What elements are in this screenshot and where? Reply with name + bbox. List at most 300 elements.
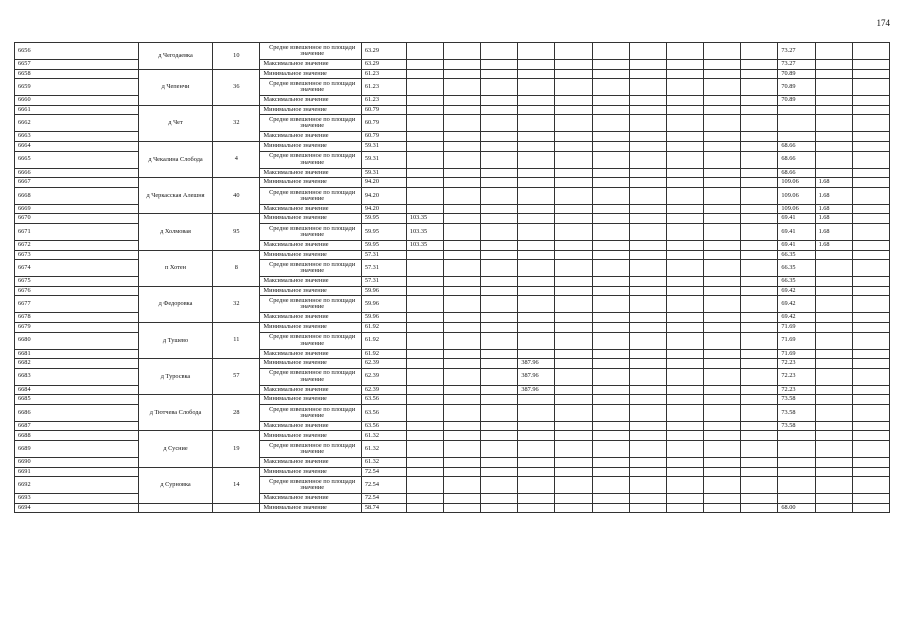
value-cell: 387.96 <box>518 368 555 385</box>
value-cell <box>444 404 481 421</box>
value-cell <box>666 395 703 405</box>
value-cell: 72.23 <box>778 368 815 385</box>
row-id: 6662 <box>15 115 139 132</box>
value-cell <box>444 431 481 441</box>
value-cell <box>852 115 889 132</box>
value-cell <box>741 105 778 115</box>
value-cell <box>592 115 629 132</box>
value-cell <box>406 385 443 395</box>
value-cell <box>592 458 629 468</box>
value-cell <box>741 214 778 224</box>
value-cell: 109.06 <box>778 187 815 204</box>
value-cell <box>666 368 703 385</box>
value-cell <box>555 214 592 224</box>
value-cell <box>666 359 703 369</box>
value-cell <box>444 359 481 369</box>
value-cell <box>629 395 666 405</box>
value-cell <box>592 494 629 504</box>
value-cell <box>704 286 741 296</box>
value-cell <box>444 467 481 477</box>
value-cell <box>518 441 555 458</box>
row-id: 6658 <box>15 69 139 79</box>
value-cell <box>704 168 741 178</box>
value-type-label: Минимальное значение <box>260 105 361 115</box>
value-cell <box>741 277 778 287</box>
value-type-label: Минимальное значение <box>260 431 361 441</box>
value-cell <box>778 477 815 494</box>
value-cell <box>741 178 778 188</box>
table-row <box>15 105 890 115</box>
value-cell: 94.20 <box>361 204 406 214</box>
value-cell <box>555 132 592 142</box>
row-id: 6670 <box>15 214 139 224</box>
value-type-label: Минимальное значение <box>260 322 361 332</box>
value-cell <box>555 79 592 96</box>
value-cell <box>406 477 443 494</box>
value-cell: 73.27 <box>778 60 815 70</box>
value-cell <box>815 395 852 405</box>
value-cell <box>778 458 815 468</box>
value-cell <box>741 69 778 79</box>
value-cell <box>406 322 443 332</box>
value-cell: 62.39 <box>361 368 406 385</box>
value-cell <box>778 105 815 115</box>
value-type-label: Средне взвешенное по площади значение <box>260 115 361 132</box>
value-cell <box>555 296 592 313</box>
value-cell <box>629 431 666 441</box>
value-cell <box>629 43 666 60</box>
value-cell <box>666 187 703 204</box>
value-cell <box>406 141 443 151</box>
value-cell <box>444 69 481 79</box>
value-cell <box>406 467 443 477</box>
value-cell <box>481 69 518 79</box>
value-cell <box>555 494 592 504</box>
table-row <box>15 286 890 296</box>
value-cell <box>815 115 852 132</box>
value-cell <box>704 296 741 313</box>
row-id: 6680 <box>15 332 139 349</box>
value-cell: 61.23 <box>361 69 406 79</box>
value-cell <box>741 96 778 106</box>
value-cell <box>704 240 741 250</box>
table-row <box>15 395 890 405</box>
row-id: 6665 <box>15 151 139 168</box>
value-cell: 73.58 <box>778 404 815 421</box>
value-cell <box>741 250 778 260</box>
value-type-label: Максимальное значение <box>260 277 361 287</box>
value-cell <box>592 43 629 60</box>
value-cell <box>444 240 481 250</box>
value-cell <box>852 187 889 204</box>
value-cell <box>815 151 852 168</box>
value-cell <box>481 421 518 431</box>
value-cell <box>592 421 629 431</box>
value-cell <box>852 69 889 79</box>
value-cell: 109.06 <box>778 178 815 188</box>
value-cell <box>518 458 555 468</box>
row-id: 6684 <box>15 385 139 395</box>
value-cell <box>555 260 592 277</box>
value-cell <box>704 332 741 349</box>
settlement-name: д Сурновка <box>138 467 212 503</box>
value-cell <box>406 69 443 79</box>
value-cell: 70.89 <box>778 79 815 96</box>
value-cell <box>592 79 629 96</box>
value-cell <box>741 313 778 323</box>
value-cell <box>852 214 889 224</box>
value-cell <box>704 322 741 332</box>
value-cell <box>592 260 629 277</box>
value-cell <box>629 368 666 385</box>
value-cell <box>666 115 703 132</box>
value-cell: 63.29 <box>361 60 406 70</box>
value-cell <box>592 286 629 296</box>
value-cell <box>666 132 703 142</box>
value-cell <box>704 441 741 458</box>
value-cell <box>629 96 666 106</box>
value-cell <box>666 96 703 106</box>
value-cell <box>444 349 481 359</box>
value-cell <box>592 368 629 385</box>
value-cell <box>815 43 852 60</box>
value-cell: 57.31 <box>361 277 406 287</box>
value-cell <box>592 60 629 70</box>
value-cell <box>406 286 443 296</box>
value-cell <box>815 431 852 441</box>
population: 32 <box>213 105 260 141</box>
value-cell <box>444 458 481 468</box>
value-type-label: Средне взвешенное по площади значение <box>260 368 361 385</box>
value-cell <box>481 368 518 385</box>
value-cell: 103.35 <box>406 240 443 250</box>
value-cell <box>481 349 518 359</box>
value-cell <box>704 223 741 240</box>
value-cell <box>592 132 629 142</box>
value-cell <box>815 385 852 395</box>
value-cell <box>666 385 703 395</box>
value-cell <box>704 503 741 513</box>
value-cell <box>518 503 555 513</box>
value-cell <box>629 359 666 369</box>
value-cell <box>629 79 666 96</box>
value-cell: 73.58 <box>778 421 815 431</box>
value-cell <box>778 441 815 458</box>
value-cell <box>741 260 778 277</box>
value-cell <box>406 60 443 70</box>
value-cell <box>518 214 555 224</box>
value-cell <box>555 178 592 188</box>
value-cell <box>741 43 778 60</box>
value-cell <box>481 141 518 151</box>
value-cell <box>852 458 889 468</box>
row-id: 6676 <box>15 286 139 296</box>
value-cell <box>852 503 889 513</box>
value-cell: 1.68 <box>815 223 852 240</box>
value-cell <box>852 79 889 96</box>
value-cell <box>592 187 629 204</box>
value-cell: 1.68 <box>815 187 852 204</box>
value-cell <box>592 250 629 260</box>
value-cell <box>666 494 703 504</box>
value-cell <box>444 385 481 395</box>
value-cell: 61.92 <box>361 322 406 332</box>
value-cell <box>741 431 778 441</box>
value-cell <box>444 223 481 240</box>
value-cell <box>852 494 889 504</box>
value-cell <box>666 168 703 178</box>
value-cell <box>518 223 555 240</box>
value-cell <box>518 69 555 79</box>
value-cell: 69.42 <box>778 313 815 323</box>
value-cell <box>741 296 778 313</box>
value-cell <box>704 494 741 504</box>
value-cell <box>704 467 741 477</box>
row-id: 6693 <box>15 494 139 504</box>
value-type-label: Максимальное значение <box>260 494 361 504</box>
value-cell <box>555 277 592 287</box>
value-cell <box>852 105 889 115</box>
value-cell <box>406 178 443 188</box>
value-cell <box>629 503 666 513</box>
value-cell <box>555 368 592 385</box>
value-cell <box>778 494 815 504</box>
value-cell: 68.66 <box>778 151 815 168</box>
value-cell <box>518 141 555 151</box>
value-cell <box>815 260 852 277</box>
value-cell <box>518 431 555 441</box>
value-cell <box>444 260 481 277</box>
value-cell <box>666 151 703 168</box>
settlement-name <box>138 503 212 513</box>
value-cell <box>518 43 555 60</box>
value-cell <box>852 60 889 70</box>
value-cell <box>444 395 481 405</box>
value-cell: 59.31 <box>361 141 406 151</box>
value-cell <box>704 178 741 188</box>
value-cell <box>629 240 666 250</box>
value-cell <box>444 277 481 287</box>
value-cell <box>555 96 592 106</box>
table-row <box>15 322 890 332</box>
table-row <box>15 250 890 260</box>
value-cell <box>481 441 518 458</box>
value-cell: 72.54 <box>361 494 406 504</box>
population: 28 <box>213 395 260 431</box>
row-id: 6673 <box>15 250 139 260</box>
value-cell <box>704 187 741 204</box>
value-cell: 63.29 <box>361 43 406 60</box>
population <box>213 503 260 513</box>
row-id: 6686 <box>15 404 139 421</box>
value-cell <box>406 395 443 405</box>
value-cell <box>406 151 443 168</box>
value-cell <box>629 250 666 260</box>
value-cell <box>555 60 592 70</box>
value-cell: 69.42 <box>778 286 815 296</box>
value-cell <box>406 115 443 132</box>
value-cell <box>555 441 592 458</box>
value-cell <box>629 105 666 115</box>
value-cell <box>741 286 778 296</box>
value-cell <box>815 132 852 142</box>
row-id: 6664 <box>15 141 139 151</box>
settlement-name: д Сусние <box>138 431 212 467</box>
value-cell <box>666 260 703 277</box>
value-cell <box>629 404 666 421</box>
value-cell <box>444 132 481 142</box>
value-cell <box>518 395 555 405</box>
value-cell <box>444 79 481 96</box>
value-type-label: Максимальное значение <box>260 240 361 250</box>
value-cell <box>741 115 778 132</box>
row-id: 6690 <box>15 458 139 468</box>
value-cell <box>666 332 703 349</box>
value-cell <box>406 404 443 421</box>
value-cell <box>666 404 703 421</box>
value-cell <box>406 441 443 458</box>
value-cell <box>815 421 852 431</box>
population: 95 <box>213 214 260 250</box>
value-cell <box>592 477 629 494</box>
value-cell <box>481 187 518 204</box>
value-cell <box>741 141 778 151</box>
value-cell <box>555 349 592 359</box>
value-cell <box>815 404 852 421</box>
value-cell <box>629 296 666 313</box>
value-cell <box>481 223 518 240</box>
value-cell: 68.00 <box>778 503 815 513</box>
value-cell <box>444 96 481 106</box>
value-cell <box>852 404 889 421</box>
population: 14 <box>213 467 260 503</box>
value-cell <box>666 141 703 151</box>
value-cell <box>704 43 741 60</box>
value-cell <box>555 503 592 513</box>
value-type-label: Средне взвешенное по площади значение <box>260 79 361 96</box>
value-cell <box>592 141 629 151</box>
value-cell <box>444 503 481 513</box>
value-cell <box>741 503 778 513</box>
value-cell: 60.79 <box>361 105 406 115</box>
value-cell: 66.35 <box>778 250 815 260</box>
value-cell <box>444 421 481 431</box>
value-cell <box>666 431 703 441</box>
value-cell: 59.96 <box>361 313 406 323</box>
value-cell <box>629 168 666 178</box>
value-cell: 1.68 <box>815 204 852 214</box>
value-cell <box>741 60 778 70</box>
value-type-label: Средне взвешенное по площади значение <box>260 296 361 313</box>
value-cell: 61.23 <box>361 96 406 106</box>
value-cell <box>629 322 666 332</box>
table-row <box>15 214 890 224</box>
value-cell <box>481 214 518 224</box>
value-cell <box>555 43 592 60</box>
value-cell <box>815 79 852 96</box>
value-cell <box>852 223 889 240</box>
value-cell: 73.58 <box>778 395 815 405</box>
table-row <box>15 431 890 441</box>
value-cell <box>815 503 852 513</box>
value-cell <box>852 260 889 277</box>
value-cell <box>815 368 852 385</box>
value-cell <box>592 204 629 214</box>
value-cell <box>741 395 778 405</box>
value-cell: 61.32 <box>361 458 406 468</box>
value-cell <box>704 115 741 132</box>
value-cell <box>481 277 518 287</box>
value-cell <box>666 296 703 313</box>
value-cell <box>852 204 889 214</box>
value-cell <box>778 467 815 477</box>
value-cell <box>555 250 592 260</box>
value-cell <box>852 467 889 477</box>
value-cell <box>666 105 703 115</box>
value-cell <box>704 96 741 106</box>
value-cell <box>852 240 889 250</box>
value-cell <box>704 141 741 151</box>
value-cell <box>815 458 852 468</box>
row-id: 6659 <box>15 79 139 96</box>
value-cell <box>741 467 778 477</box>
value-cell <box>406 332 443 349</box>
value-cell <box>555 458 592 468</box>
row-id: 6666 <box>15 168 139 178</box>
value-cell <box>444 151 481 168</box>
value-cell <box>481 60 518 70</box>
value-cell <box>629 332 666 349</box>
value-cell <box>852 296 889 313</box>
value-cell: 59.95 <box>361 214 406 224</box>
value-type-label: Максимальное значение <box>260 313 361 323</box>
value-cell <box>444 141 481 151</box>
value-cell <box>555 168 592 178</box>
value-cell <box>481 296 518 313</box>
value-cell <box>481 322 518 332</box>
value-cell <box>704 79 741 96</box>
value-cell <box>518 105 555 115</box>
value-cell: 94.20 <box>361 178 406 188</box>
value-cell <box>518 332 555 349</box>
row-id: 6674 <box>15 260 139 277</box>
value-cell <box>444 494 481 504</box>
value-cell <box>629 313 666 323</box>
row-id: 6685 <box>15 395 139 405</box>
value-cell <box>444 178 481 188</box>
settlement-name: д Чепенчи <box>138 69 212 105</box>
settlement-name: д Чекалина Слобода <box>138 141 212 177</box>
value-cell <box>592 441 629 458</box>
value-cell <box>741 385 778 395</box>
value-cell <box>741 132 778 142</box>
value-cell <box>592 313 629 323</box>
value-cell <box>629 223 666 240</box>
value-cell: 103.35 <box>406 223 443 240</box>
value-cell <box>629 204 666 214</box>
value-cell <box>629 151 666 168</box>
value-cell <box>555 105 592 115</box>
value-cell: 59.95 <box>361 240 406 250</box>
value-cell <box>518 132 555 142</box>
value-cell <box>592 168 629 178</box>
value-cell <box>481 359 518 369</box>
value-cell <box>555 223 592 240</box>
row-id: 6692 <box>15 477 139 494</box>
value-cell <box>666 223 703 240</box>
value-cell <box>852 141 889 151</box>
value-cell <box>704 431 741 441</box>
